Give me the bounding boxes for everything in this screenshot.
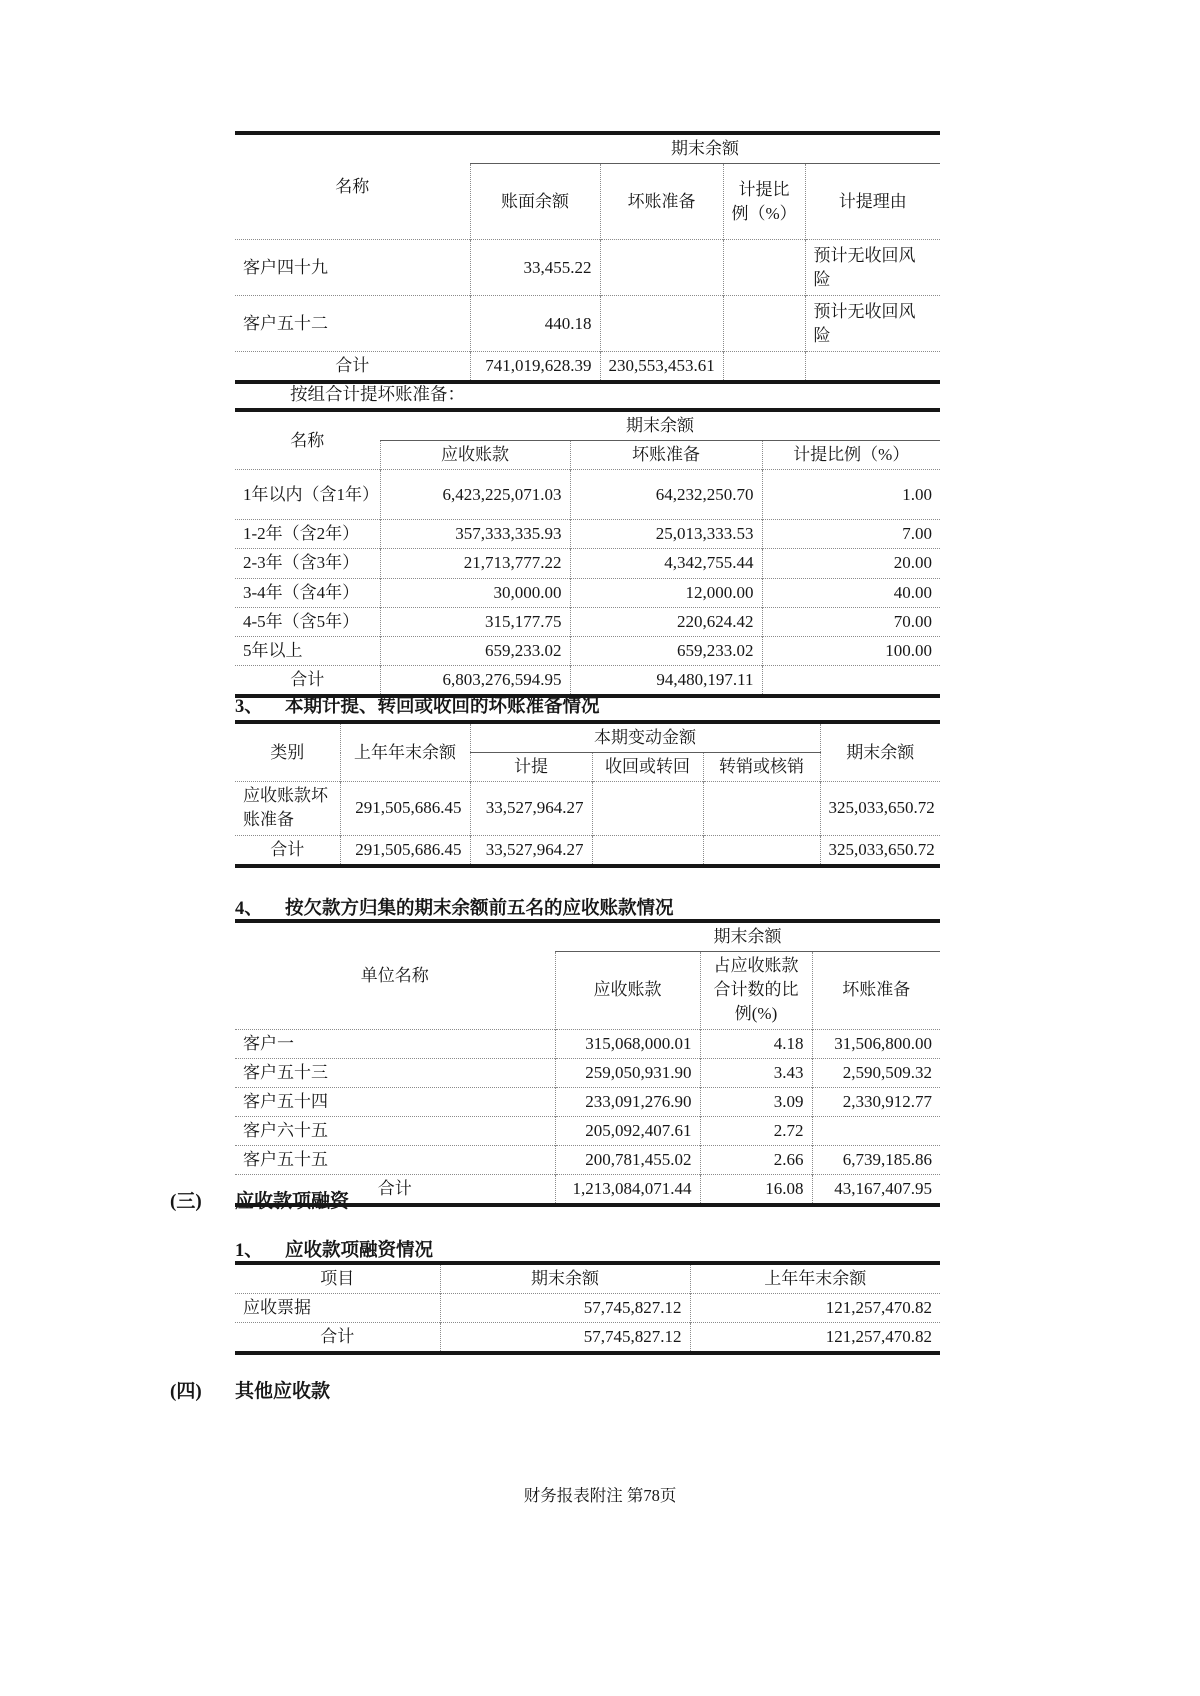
cell-period-end: 325,033,650.72 (820, 782, 940, 835)
cell-ratio: 1.00 (762, 470, 940, 520)
col-header-accrued: 计提 (470, 753, 592, 782)
cell-book-balance: 440.18 (470, 296, 600, 352)
cell-item: 应收票据 (235, 1294, 440, 1323)
group-provision-table (235, 408, 940, 698)
col-header-book-balance: 账面余额 (470, 164, 600, 240)
cell-name: 客户五十二 (235, 296, 470, 352)
cell-written-off (703, 835, 820, 866)
col-header-period-end-balance: 期末余额 (470, 133, 940, 164)
cell-reason: 预计无收回风险 (805, 240, 940, 296)
cell-bad-debt (600, 296, 723, 352)
cell-customer: 客户五十四 (235, 1087, 555, 1116)
table-header-row (235, 722, 940, 753)
cell-ar: 6,423,225,071.03 (380, 470, 570, 520)
cell-ratio: 20.00 (762, 549, 940, 578)
cell-ratio: 4.18 (700, 1029, 812, 1058)
col-header-accounts-receivable: 应收账款 (555, 952, 700, 1029)
section-four-number: (四) (170, 1381, 202, 1402)
cell-ar: 205,092,407.61 (555, 1116, 700, 1145)
cell-ar: 6,803,276,594.95 (380, 665, 570, 696)
section-3-title: 本期计提、转回或收回的坏账准备情况 (285, 697, 600, 717)
cell-bad-debt: 94,480,197.11 (570, 665, 762, 696)
cell-aging: 5年以上 (235, 636, 380, 665)
table-row (235, 1294, 940, 1323)
cell-ratio: 40.00 (762, 578, 940, 607)
cell-customer: 客户一 (235, 1029, 555, 1058)
table-row (235, 1058, 940, 1087)
cell-reason (805, 352, 940, 383)
cell-prior: 121,257,470.82 (690, 1323, 940, 1354)
cell-ratio: 2.66 (700, 1146, 812, 1175)
cell-bad-debt (600, 240, 723, 296)
table-header-row (235, 410, 940, 441)
cell-bad-debt: 31,506,800.00 (812, 1029, 940, 1058)
section-three-sub-title: 应收款项融资情况 (285, 1241, 434, 1261)
cell-bad-debt: 6,739,185.86 (812, 1146, 940, 1175)
page-footer: 财务报表附注 第78页 (523, 1486, 677, 1505)
section-3-heading (235, 692, 600, 718)
table-row (235, 578, 940, 607)
section-three-title: 应收款项融资 (235, 1191, 350, 1212)
cell-bad-debt: 230,553,453.61 (600, 352, 723, 383)
cell-total-label: 合计 (235, 352, 470, 383)
col-header-period-end-balance: 期末余额 (555, 921, 940, 952)
cell-category: 应收账款坏账准备 (235, 782, 340, 835)
col-header-bad-debt-provision: 坏账准备 (600, 164, 723, 240)
table-row (235, 1116, 940, 1145)
table-header-row (235, 133, 940, 164)
cell-aging: 2-3年（含3年） (235, 549, 380, 578)
cell-ratio: 3.09 (700, 1087, 812, 1116)
col-header-current-change: 本期变动金额 (470, 722, 820, 753)
cell-accrued: 33,527,964.27 (470, 835, 592, 866)
receivables-financing-table (235, 1261, 940, 1355)
col-header-name: 名称 (290, 430, 325, 450)
cell-bad-debt: 2,330,912.77 (812, 1087, 940, 1116)
table-header-row (235, 921, 940, 952)
cell-bad-debt: 659,233.02 (570, 636, 762, 665)
cell-bad-debt: 2,590,509.32 (812, 1058, 940, 1087)
col-header-prior-year-end: 上年年末余额 (340, 722, 470, 782)
cell-book-balance: 741,019,628.39 (470, 352, 600, 383)
table-header-row (235, 1263, 940, 1294)
individual-provision-table (235, 131, 940, 384)
col-header-provision-ratio: 计提比例（%） (723, 164, 805, 240)
provision-movement-table (235, 720, 940, 868)
table-row (235, 1029, 940, 1058)
section-4-heading (235, 894, 674, 920)
col-header-ratio-of-total: 占应收账款合计数的比例(%) (700, 952, 812, 1029)
col-header-accounts-receivable: 应收账款 (380, 441, 570, 470)
cell-customer: 客户六十五 (235, 1116, 555, 1145)
cell-reason: 预计无收回风险 (805, 296, 940, 352)
cell-bad-debt: 12,000.00 (570, 578, 762, 607)
table-row (235, 607, 940, 636)
cell-ar: 315,068,000.01 (555, 1029, 700, 1058)
cell-ar: 233,091,276.90 (555, 1087, 700, 1116)
col-header-period-end: 期末余额 (820, 722, 940, 782)
table-total-row (235, 352, 940, 383)
cell-bad-debt: 4,342,755.44 (570, 549, 762, 578)
cell-prior: 291,505,686.45 (340, 782, 470, 835)
section-4-title: 按欠款方归集的期末余额前五名的应收账款情况 (285, 899, 674, 919)
section-four-heading (170, 1376, 330, 1403)
cell-period-end: 57,745,827.12 (440, 1323, 690, 1354)
table-row (235, 636, 940, 665)
section-4-number: 4、 (235, 899, 263, 919)
cell-recovered (592, 835, 703, 866)
cell-bad-debt: 64,232,250.70 (570, 470, 762, 520)
group-provision-caption: 按组合计提坏账准备： (290, 384, 465, 404)
section-3-number: 3、 (235, 697, 263, 717)
cell-ratio (762, 665, 940, 696)
cell-ar: 659,233.02 (380, 636, 570, 665)
col-header-period-end-balance: 期末余额 (380, 410, 940, 441)
cell-period-end: 325,033,650.72 (820, 835, 940, 866)
table-row (235, 549, 940, 578)
cell-ratio: 2.72 (700, 1116, 812, 1145)
cell-accrued: 33,527,964.27 (470, 782, 592, 835)
col-header-recovered: 收回或转回 (592, 753, 703, 782)
cell-ar: 1,213,084,071.44 (555, 1175, 700, 1206)
col-header-item: 项目 (320, 1269, 355, 1288)
cell-aging: 1年以内（含1年） (235, 470, 380, 520)
cell-period-end: 57,745,827.12 (440, 1294, 690, 1323)
col-header-bad-debt-provision: 坏账准备 (570, 441, 762, 470)
col-header-provision-ratio: 计提比例（%） (762, 441, 940, 470)
cell-aging: 3-4年（含4年） (235, 578, 380, 607)
col-header-provision-reason: 计提理由 (805, 164, 940, 240)
cell-ratio: 100.00 (762, 636, 940, 665)
cell-ar: 200,781,455.02 (555, 1146, 700, 1175)
cell-bad-debt: 43,167,407.95 (812, 1175, 940, 1206)
cell-ar: 315,177.75 (380, 607, 570, 636)
cell-ratio: 3.43 (700, 1058, 812, 1087)
col-header-bad-debt-provision: 坏账准备 (812, 952, 940, 1029)
cell-customer: 客户五十五 (235, 1146, 555, 1175)
col-header-category: 类别 (270, 742, 305, 762)
table-row (235, 240, 940, 296)
table-row (235, 470, 940, 520)
col-header-unit-name: 单位名称 (360, 965, 429, 985)
cell-ar: 30,000.00 (380, 578, 570, 607)
cell-bad-debt: 220,624.42 (570, 607, 762, 636)
cell-prior: 121,257,470.82 (690, 1294, 940, 1323)
cell-book-balance: 33,455.22 (470, 240, 600, 296)
cell-total-label: 合计 (235, 835, 340, 866)
cell-written-off (703, 782, 820, 835)
table-total-row (235, 835, 940, 866)
col-header-written-off: 转销或核销 (703, 753, 820, 782)
col-header-prior-year-end: 上年年末余额 (690, 1263, 940, 1294)
cell-total-label: 合计 (235, 665, 380, 696)
cell-aging: 4-5年（含5年） (235, 607, 380, 636)
section-four-title: 其他应收款 (235, 1381, 331, 1402)
cell-aging: 1-2年（含2年） (235, 520, 380, 549)
table-row (235, 296, 940, 352)
section-three-heading (170, 1186, 349, 1213)
cell-ar: 357,333,335.93 (380, 520, 570, 549)
top-five-receivables-table (235, 919, 940, 1207)
section-three-number: (三) (170, 1191, 202, 1212)
col-header-period-end: 期末余额 (440, 1263, 690, 1294)
table-row (235, 1087, 940, 1116)
cell-total-label: 合计 (235, 1323, 440, 1354)
table-row (235, 520, 940, 549)
cell-total-label: 合计 (235, 1175, 555, 1206)
table-row (235, 782, 940, 835)
cell-ar: 259,050,931.90 (555, 1058, 700, 1087)
cell-ratio (723, 352, 805, 383)
col-header-name: 名称 (335, 177, 370, 196)
table-row (235, 1146, 940, 1175)
cell-ratio: 70.00 (762, 607, 940, 636)
cell-recovered (592, 782, 703, 835)
cell-ratio: 7.00 (762, 520, 940, 549)
cell-customer: 客户五十三 (235, 1058, 555, 1087)
section-three-sub-heading (235, 1236, 433, 1262)
section-three-sub-number: 1、 (235, 1241, 263, 1261)
cell-ratio (723, 240, 805, 296)
cell-prior: 291,505,686.45 (340, 835, 470, 866)
cell-bad-debt: 25,013,333.53 (570, 520, 762, 549)
cell-ar: 21,713,777.22 (380, 549, 570, 578)
cell-ratio: 16.08 (700, 1175, 812, 1206)
table-total-row (235, 1323, 940, 1354)
cell-name: 客户四十九 (235, 240, 470, 296)
cell-ratio (723, 296, 805, 352)
cell-bad-debt (812, 1116, 940, 1145)
